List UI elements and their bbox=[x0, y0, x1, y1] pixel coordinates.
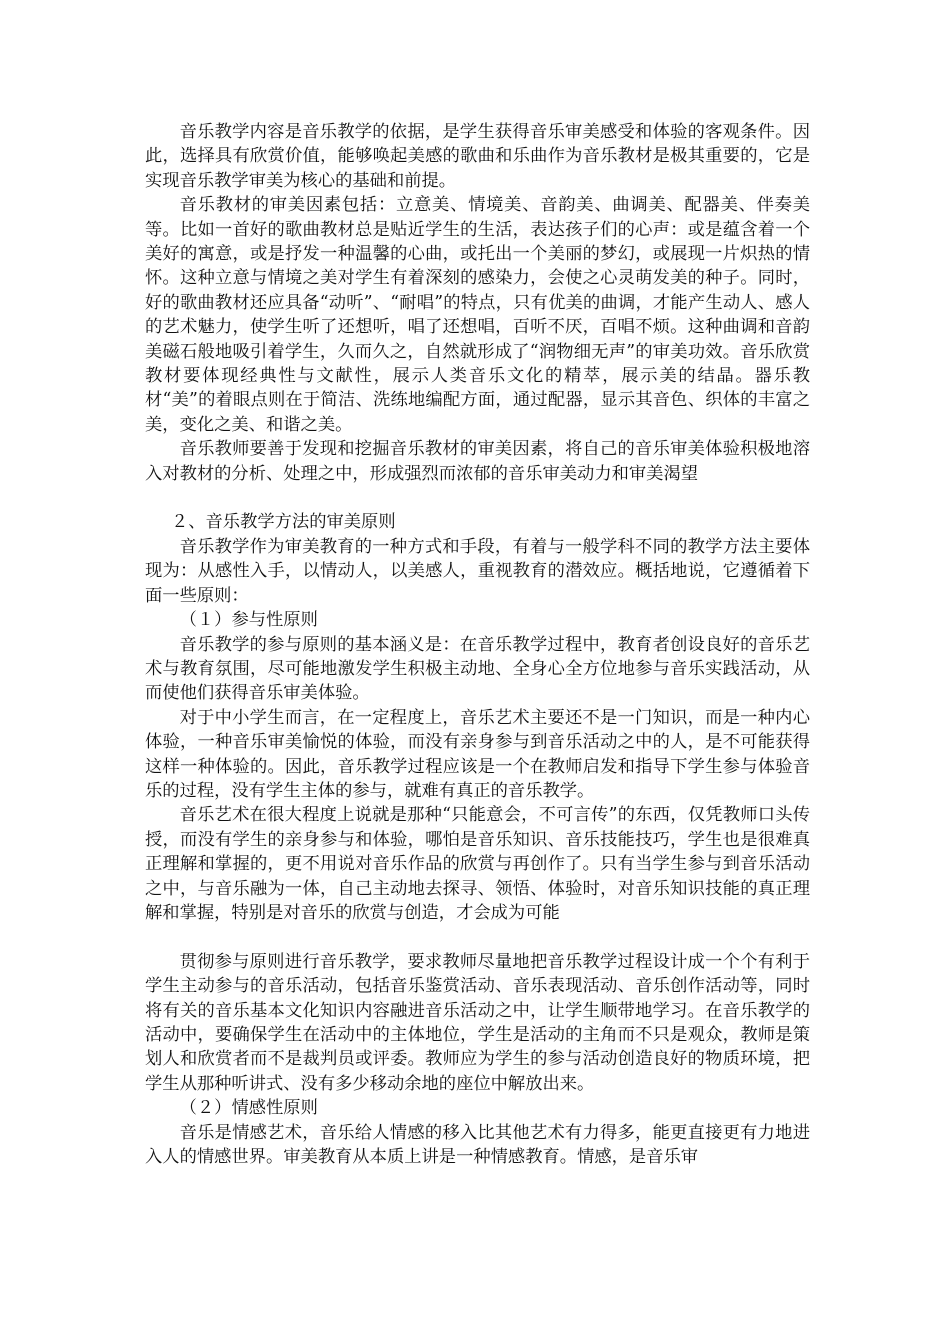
section-heading-methods: ２、音乐教学方法的审美原则 bbox=[170, 512, 396, 533]
paragraph-implement-participation: 贯彻参与原则进行音乐教学，要求教师尽量地把音乐教学过程设计成一个个有利于学生主动参与的音乐活动，包括音乐鉴赏活动、音乐表现活动、音乐创作活动等，同时将有关的音乐基本文化知识内容融进音乐活动之中，让学生顺带地学习。在音乐教学的活动中，要确保学生在活动中的主体地位，学生是活动的主角而不只是观众，教师是策划人和欣赏者而不是裁判员或评委。教师应为学生的参与活动创造良好的物质环境，把学生从那种听讲式、没有多少移动余地的座位中解放出来。 bbox=[145, 951, 810, 1094]
blank-line bbox=[145, 925, 810, 949]
document-page bbox=[145, 120, 810, 1169]
paragraph-participation-meaning: 音乐教学的参与原则的基本涵义是：在音乐教学过程中，教育者创设良好的音乐艺术与教育氛围，尽可能地激发学生积极主动地、全身心全方位地参与音乐实践活动，从而使他们获得音乐审美体验。 bbox=[145, 634, 810, 704]
subheading-participation: （１）参与性原则 bbox=[179, 610, 318, 631]
subheading-emotion: （２）情感性原则 bbox=[179, 1098, 318, 1119]
paragraph-only-comprehend: 音乐艺术在很大程度上说就是那种“只能意会，不可言传”的东西，仅凭教师口头传授，而没有学生的亲身参与和体验，哪怕是音乐知识、音乐技能技巧，学生也是很难真正理解和掌握的，更不用说对音乐作品的欣赏与再创作了。只有当学生参与到音乐活动之中，与音乐融为一体，自己主动地去探寻、领悟、体验时，对音乐知识技能的真正理解和掌握，特别是对音乐的欣赏与创造，才会成为可能 bbox=[145, 805, 810, 923]
paragraph-methods-intro: 音乐教学作为审美教育的一种方式和手段，有着与一般学科不同的教学方法主要体现为：从感性入手，以情动人，以美感人，重视教育的潜效应。概括地说，它遵循着下面一些原则： bbox=[145, 536, 810, 606]
paragraph-teacher-discovery: 音乐教师要善于发现和挖掘音乐教材的审美因素，将自己的音乐审美体验积极地溶入对教材的分析、处理之中，形成强烈而浓郁的音乐审美动力和审美渴望 bbox=[145, 439, 810, 484]
paragraph-aesthetic-factors: 音乐教材的审美因素包括：立意美、情境美、音韵美、曲调美、配器美、伴奏美等。比如一首好的歌曲教材总是贴近学生的生活，表达孩子们的心声：或是蕴含着一个美好的寓意，或是抒发一种温馨的心曲，或托出一个美丽的梦幻，或展现一片炽热的情怀。这种立意与情境之美对学生有着深刻的感染力，会使之心灵萌发美的种子。同时，好的歌曲教材还应具备“动听”、“耐唱”的特点，只有优美的曲调，才能产生动人、感人的艺术魅力，使学生听了还想听，唱了还想唱，百听不厌，百唱不烦。这种曲调和音韵美磁石般地吸引着学生，久而久之，自然就形成了“润物细无声”的审美功效。音乐欣赏教材要体现经典性与文献性，展示人类音乐文化的精萃，展示美的结晶。器乐教材“美”的着眼点则在于简洁、洗练地编配方面，通过配器，显示其音色、织体的丰富之美，变化之美、和谐之美。 bbox=[145, 195, 810, 435]
paragraph-inner-experience: 对于中小学生而言，在一定程度上，音乐艺术主要还不是一门知识，而是一种内心体验，一种音乐审美愉悦的体验，而没有亲身参与到音乐活动之中的人，是不可能获得这样一种体验的。因此，音乐教学过程应该是一个在教师启发和指导下学生参与体验音乐的过程，没有学生主体的参与，就难有真正的音乐教学。 bbox=[145, 707, 810, 801]
paragraph-emotion-art: 音乐是情感艺术，音乐给人情感的移入比其他艺术有力得多，能更直接更有力地进入人的情感世界。审美教育从本质上讲是一种情感教育。情感，是音乐审 bbox=[145, 1122, 810, 1168]
paragraph-teaching-content: 音乐教学内容是音乐教学的依据，是学生获得音乐审美感受和体验的客观条件。因此，选择具有欣赏价值，能够唤起美感的歌曲和乐曲作为音乐教材是极其重要的，它是实现音乐教学审美为核心的基础和前提。 bbox=[145, 122, 810, 191]
blank-line bbox=[145, 486, 810, 510]
